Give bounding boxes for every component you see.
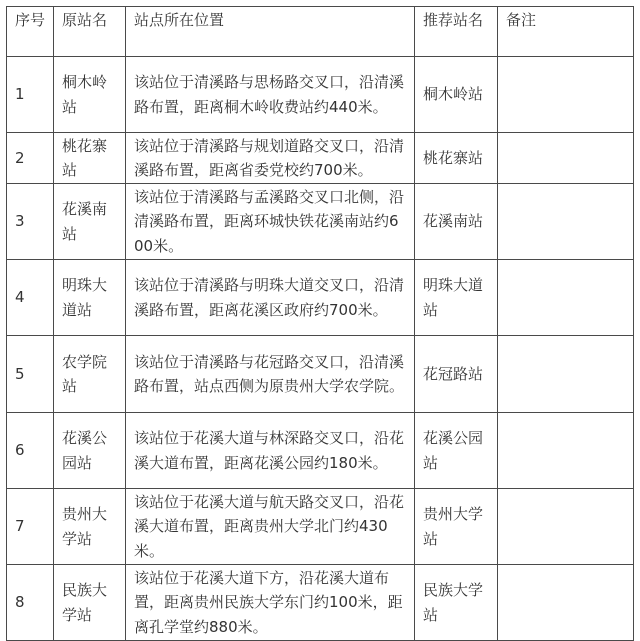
original-name-cell: 民族大学站 (54, 565, 126, 641)
location-cell: 该站位于清溪路与花冠路交叉口，沿清溪路布置，站点西侧为原贵州大学农学院。 (126, 336, 415, 413)
table-row (7, 565, 634, 641)
table-row (7, 184, 634, 260)
original-name-cell: 贵州大学站 (54, 489, 126, 565)
station-naming-table (6, 6, 634, 641)
row-number: 2 (7, 133, 54, 184)
table-row (7, 336, 634, 413)
recommended-name-cell: 贵州大学站 (415, 489, 498, 565)
location-cell: 该站位于清溪路与孟溪路交叉口北侧，沿清溪路布置，距离环城快铁花溪南站约600米。 (126, 184, 415, 260)
header-location: 站点所在位置 (126, 7, 415, 57)
original-name-cell: 农学院站 (54, 336, 126, 413)
recommended-name-cell: 民族大学站 (415, 565, 498, 641)
header-recommended-name: 推荐站名 (415, 7, 498, 57)
row-number: 8 (7, 565, 54, 641)
location-cell: 该站位于清溪路与明珠大道交叉口，沿清溪路布置，距离花溪区政府约700米。 (126, 260, 415, 336)
note-cell (498, 57, 634, 133)
location-cell: 该站位于清溪路与规划道路交叉口，沿清溪路布置，距离省委党校约700米。 (126, 133, 415, 184)
header-note: 备注 (498, 7, 634, 57)
row-number: 6 (7, 413, 54, 489)
recommended-name-cell: 花溪南站 (415, 184, 498, 260)
table-header-row (7, 7, 634, 57)
location-cell: 该站位于花溪大道与航天路交叉口，沿花溪大道布置，距离贵州大学北门约430米。 (126, 489, 415, 565)
original-name-cell: 花溪南站 (54, 184, 126, 260)
recommended-name-cell: 花溪公园站 (415, 413, 498, 489)
original-name-cell: 花溪公园站 (54, 413, 126, 489)
row-number: 3 (7, 184, 54, 260)
note-cell (498, 565, 634, 641)
table-row (7, 260, 634, 336)
note-cell (498, 336, 634, 413)
location-cell: 该站位于清溪路与思杨路交叉口，沿清溪路布置，距离桐木岭收费站约440米。 (126, 57, 415, 133)
row-number: 4 (7, 260, 54, 336)
table-row (7, 489, 634, 565)
original-name-cell: 明珠大道站 (54, 260, 126, 336)
header-number: 序号 (7, 7, 54, 57)
recommended-name-cell: 明珠大道站 (415, 260, 498, 336)
table-row (7, 413, 634, 489)
note-cell (498, 133, 634, 184)
original-name-cell: 桐木岭站 (54, 57, 126, 133)
location-cell: 该站位于花溪大道与林深路交叉口，沿花溪大道布置，距离花溪公园约180米。 (126, 413, 415, 489)
table-row (7, 57, 634, 133)
recommended-name-cell: 桃花寨站 (415, 133, 498, 184)
note-cell (498, 184, 634, 260)
location-cell: 该站位于花溪大道下方，沿花溪大道布置，距离贵州民族大学东门约100米，距离孔学堂约880米。 (126, 565, 415, 641)
table-row (7, 133, 634, 184)
row-number: 5 (7, 336, 54, 413)
row-number: 7 (7, 489, 54, 565)
header-original-name: 原站名 (54, 7, 126, 57)
original-name-cell: 桃花寨站 (54, 133, 126, 184)
recommended-name-cell: 花冠路站 (415, 336, 498, 413)
note-cell (498, 260, 634, 336)
recommended-name-cell: 桐木岭站 (415, 57, 498, 133)
note-cell (498, 489, 634, 565)
note-cell (498, 413, 634, 489)
row-number: 1 (7, 57, 54, 133)
